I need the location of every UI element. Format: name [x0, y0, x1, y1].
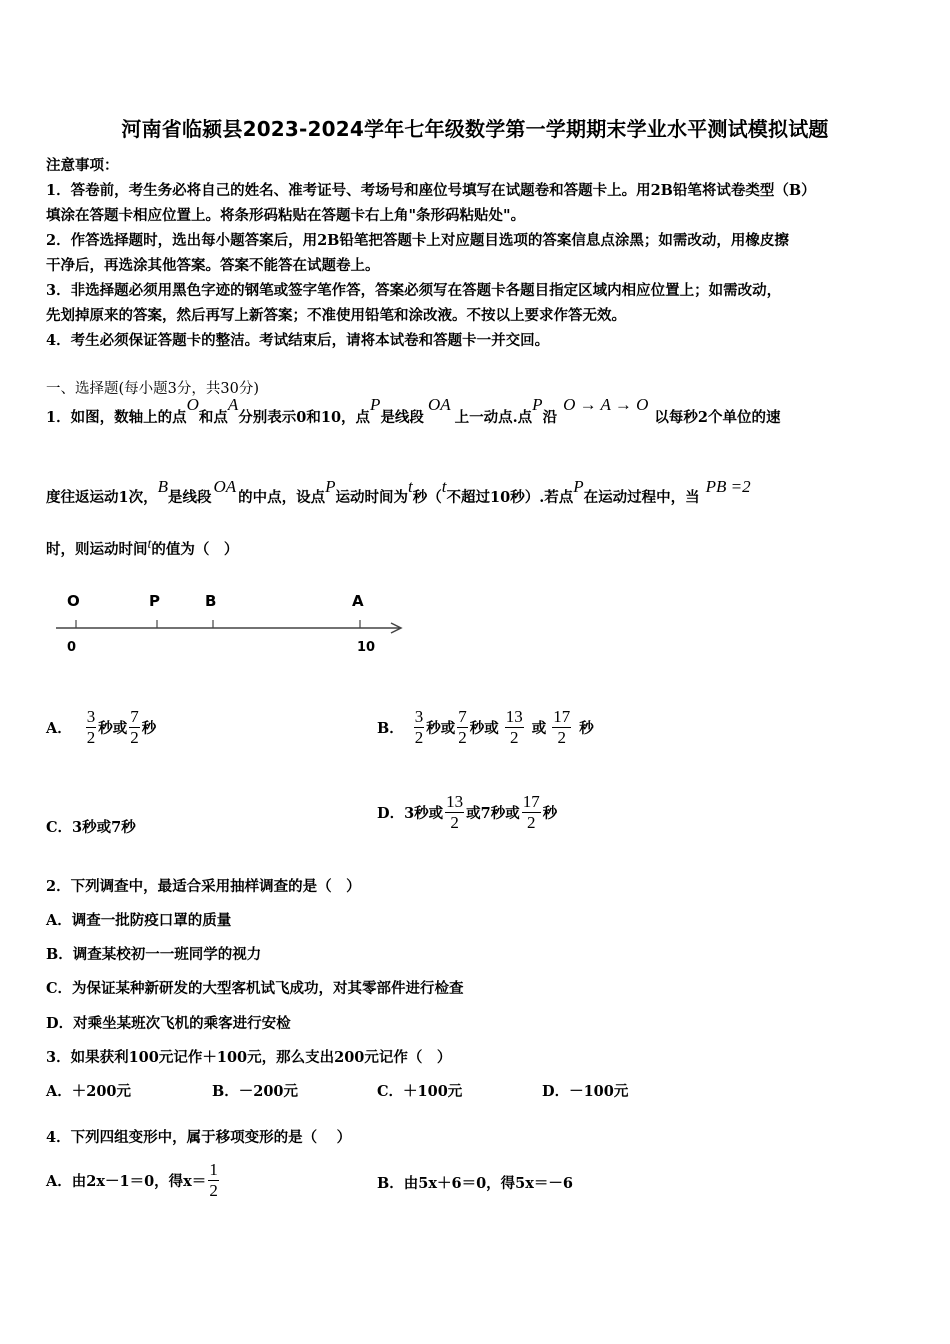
q3-option-c[interactable]: C．＋100元 — [377, 1083, 463, 1100]
q3-option-a[interactable]: A．＋200元 — [46, 1083, 132, 1100]
notes-line-7: 4．考生必须保证答题卡的整洁。考试结束后，请将本试卷和答题卡一并交回。 — [46, 332, 550, 349]
label-B: B — [205, 592, 217, 610]
notes-line-5: 3．非选择题必须用黑色字迹的钢笔或签字笔作答，答案必须写在答题卡各题目指定区域内相应位置上；如需改动， — [46, 282, 782, 299]
q2-stem: 2．下列调查中，最适合采用抽样调查的是（ ） — [46, 878, 361, 895]
number-line-figure — [50, 585, 410, 660]
notes-line-6: 先划掉原来的答案，然后再写上新答案；不准使用铅笔和涂改液。不按以上要求作答无效。 — [46, 307, 626, 324]
label-O: O — [67, 592, 80, 610]
section-heading: 一、选择题(每小题3分，共30分) — [46, 381, 259, 397]
notes-line-1: 1．答卷前，考生务必将自己的姓名、准考证号、考场号和座位号填写在试题卷和答题卡上。用2B铅笔将试卷类型（B） — [46, 182, 816, 199]
q1-option-a[interactable]: A． $\frac{3}{2}$ 秒或 $\frac{7}{2}$ 秒 — [46, 706, 157, 747]
q1-line-3: 时，则运动时间t的值为（ ） — [46, 537, 239, 558]
q2-option-d[interactable]: D．对乘坐某班次飞机的乘客进行安检 — [46, 1015, 291, 1032]
page-title: 河南省临颍县2023-2024学年七年级数学第一学期期末学业水平测试模拟试题 — [121, 117, 829, 141]
q4-stem: 4．下列四组变形中，属于移项变形的是（ ） — [46, 1129, 352, 1146]
tick-label-0: 0 — [67, 640, 77, 655]
label-A: A — [352, 592, 364, 610]
notes-line-2: 填涂在答题卡相应位置上。将条形码粘贴在答题卡右上角"条形码粘贴处"。 — [46, 207, 526, 224]
q3-option-b[interactable]: B．－200元 — [212, 1083, 299, 1100]
q1-option-c[interactable]: C．3秒或7秒 — [46, 819, 136, 836]
q4-option-b[interactable]: B．由5x＋6＝0，得5x＝－6 — [377, 1175, 573, 1192]
notes-heading: 注意事项： — [46, 157, 119, 174]
q2-option-b[interactable]: B．调查某校初一一班同学的视力 — [46, 946, 262, 963]
q1-option-b[interactable]: B． $\frac{3}{2}$ 秒或 $\frac{7}{2}$ 秒或 $\frac{13}{2}$ 或 $\frac{17}{2}$ 秒 — [377, 706, 594, 747]
notes-line-4: 干净后，再选涂其他答案。答案不能答在试题卷上。 — [46, 257, 380, 274]
q3-option-d[interactable]: D．－100元 — [542, 1083, 629, 1100]
notes-line-3: 2．作答选择题时，选出每小题答案后，用2B铅笔把答题卡上对应题目选项的答案信息点涂黑；如需改动，用橡皮擦 — [46, 232, 789, 249]
tick-label-10: 10 — [357, 640, 376, 655]
q1-line-2: 度往返运动1次，B是线段OA的中点，设点P运动时间为t秒（t不超过10秒）.若点P在运动过程中，当PB =2 — [46, 477, 751, 506]
q1-line-1: 1．如图，数轴上的点O和点A分别表示0和10，点P是线段OA上一动点.点P沿O → A → O以每秒2个单位的速 — [46, 395, 781, 426]
label-P: P — [149, 592, 160, 610]
q2-option-c[interactable]: C．为保证某种新研发的大型客机试飞成功，对其零部件进行检查 — [46, 980, 464, 997]
q2-option-a[interactable]: A．调查一批防疫口罩的质量 — [46, 912, 232, 929]
q1-option-d[interactable]: D．3秒或 $\frac{13}{2}$ 或7秒或 $\frac{17}{2}$ 秒 — [377, 791, 558, 832]
q3-stem: 3．如果获利100元记作＋100元，那么支出200元记作（ ） — [46, 1049, 452, 1066]
q4-option-a[interactable]: A．由2x－1＝0，得x＝ $\frac{1}{2}$ — [46, 1159, 218, 1200]
